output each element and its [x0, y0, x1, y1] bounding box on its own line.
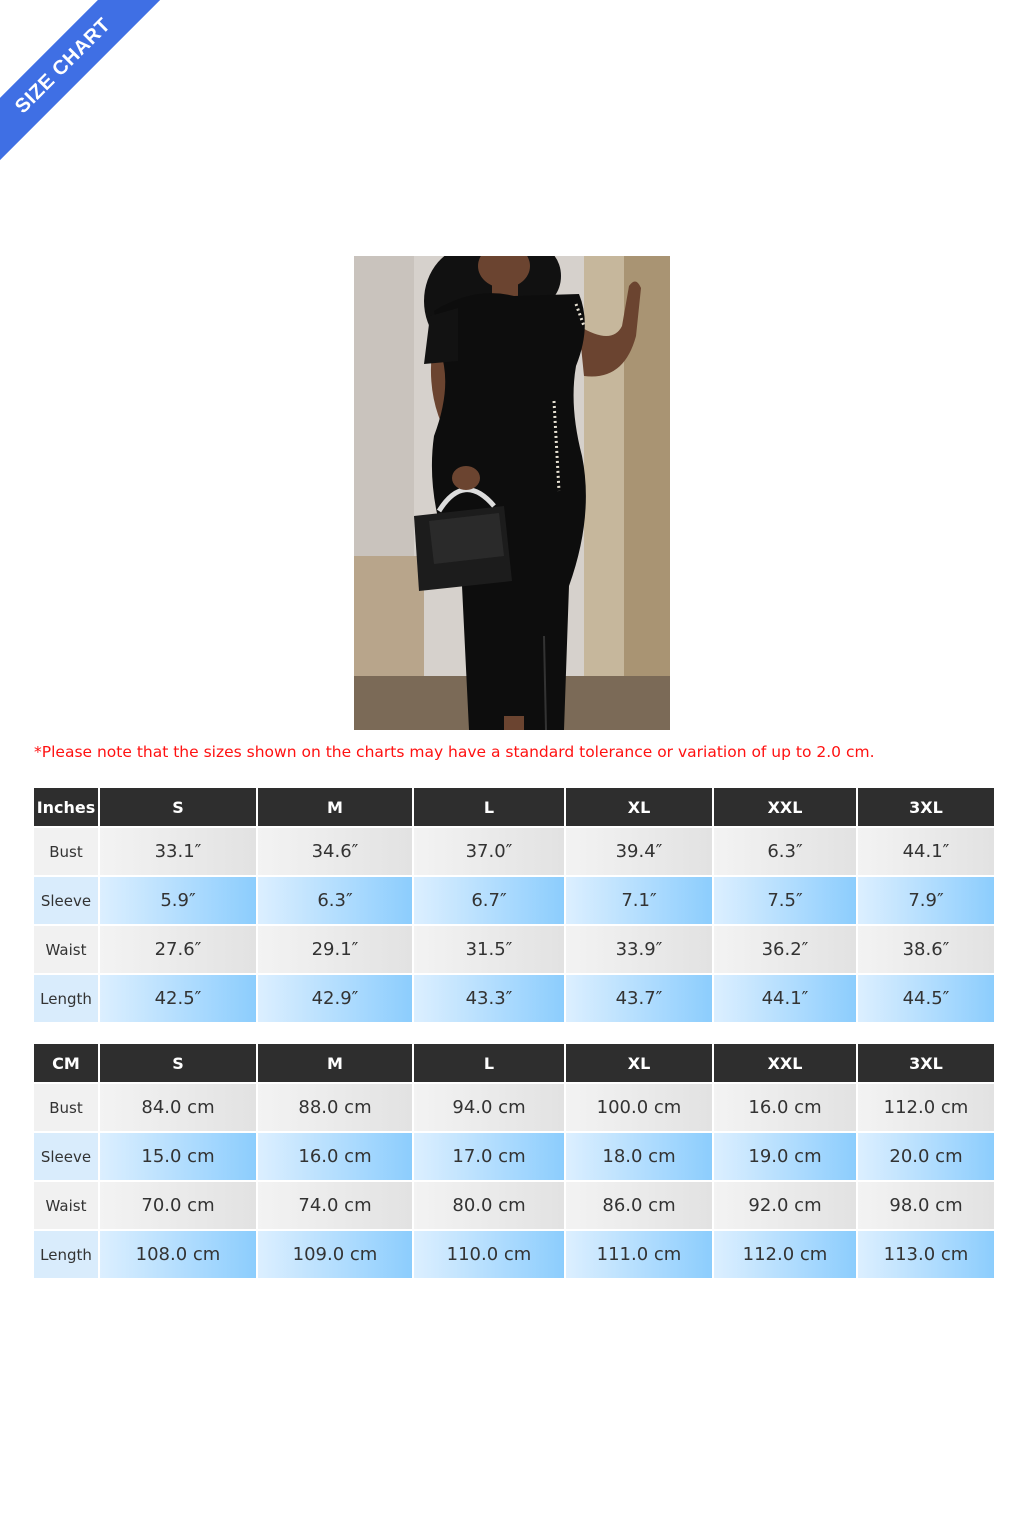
- table-cell: 37.0″: [414, 828, 564, 875]
- cm-size-table: [32, 1042, 996, 1280]
- size-header: XXL: [714, 788, 856, 826]
- size-chart-ribbon: [0, 0, 170, 170]
- table-row: [34, 877, 994, 924]
- table-row: [34, 1231, 994, 1278]
- row-label: Waist: [34, 926, 98, 973]
- table-cell: 33.9″: [566, 926, 712, 973]
- table-cell: 42.9″: [258, 975, 412, 1022]
- table-cell: 19.0 cm: [714, 1133, 856, 1180]
- table-cell: 42.5″: [100, 975, 256, 1022]
- table-cell: 7.9″: [858, 877, 994, 924]
- table-cell: 110.0 cm: [414, 1231, 564, 1278]
- table-row: [34, 1182, 994, 1229]
- table-cell: 43.7″: [566, 975, 712, 1022]
- table-row: [34, 828, 994, 875]
- size-header: L: [414, 1044, 564, 1082]
- table-cell: 44.1″: [714, 975, 856, 1022]
- table-cell: 111.0 cm: [566, 1231, 712, 1278]
- table-cell: 15.0 cm: [100, 1133, 256, 1180]
- row-label: Sleeve: [34, 1133, 98, 1180]
- table-cell: 36.2″: [714, 926, 856, 973]
- table-cell: 100.0 cm: [566, 1084, 712, 1131]
- table-cell: 31.5″: [414, 926, 564, 973]
- table-cell: 92.0 cm: [714, 1182, 856, 1229]
- table-cell: 86.0 cm: [566, 1182, 712, 1229]
- table-cell: 44.1″: [858, 828, 994, 875]
- table-cell: 70.0 cm: [100, 1182, 256, 1229]
- table-cell: 74.0 cm: [258, 1182, 412, 1229]
- table-cell: 27.6″: [100, 926, 256, 973]
- table-cell: 20.0 cm: [858, 1133, 994, 1180]
- table-cell: 39.4″: [566, 828, 712, 875]
- size-header: XL: [566, 1044, 712, 1082]
- table-cell: 94.0 cm: [414, 1084, 564, 1131]
- row-label: Bust: [34, 828, 98, 875]
- table-cell: 43.3″: [414, 975, 564, 1022]
- table-cell: 112.0 cm: [714, 1231, 856, 1278]
- size-header: 3XL: [858, 788, 994, 826]
- ribbon-label: SIZE CHART: [0, 0, 167, 170]
- size-header: 3XL: [858, 1044, 994, 1082]
- table-cell: 18.0 cm: [566, 1133, 712, 1180]
- size-header: XXL: [714, 1044, 856, 1082]
- table-cell: 80.0 cm: [414, 1182, 564, 1229]
- table-cell: 112.0 cm: [858, 1084, 994, 1131]
- table-cell: 84.0 cm: [100, 1084, 256, 1131]
- table-cell: 16.0 cm: [714, 1084, 856, 1131]
- row-label: Sleeve: [34, 877, 98, 924]
- table-cell: 98.0 cm: [858, 1182, 994, 1229]
- size-header: S: [100, 1044, 256, 1082]
- row-label: Waist: [34, 1182, 98, 1229]
- table-cell: 109.0 cm: [258, 1231, 412, 1278]
- table-cell: 29.1″: [258, 926, 412, 973]
- table-cell: 5.9″: [100, 877, 256, 924]
- unit-header: CM: [34, 1044, 98, 1082]
- size-header: L: [414, 788, 564, 826]
- table-cell: 6.3″: [258, 877, 412, 924]
- row-label: Length: [34, 1231, 98, 1278]
- table-cell: 88.0 cm: [258, 1084, 412, 1131]
- table-row: [34, 1133, 994, 1180]
- row-label: Length: [34, 975, 98, 1022]
- table-row: [34, 975, 994, 1022]
- size-header: M: [258, 1044, 412, 1082]
- table-cell: 108.0 cm: [100, 1231, 256, 1278]
- table-cell: 6.7″: [414, 877, 564, 924]
- size-header: M: [258, 788, 412, 826]
- table-cell: 6.3″: [714, 828, 856, 875]
- size-tolerance-note: *Please note that the sizes shown on the charts may have a standard tolerance or variation of up to 2.0 cm.: [34, 743, 875, 761]
- inches-size-table: [32, 786, 996, 1024]
- size-header: S: [100, 788, 256, 826]
- table-header-row: [34, 788, 994, 826]
- table-cell: 44.5″: [858, 975, 994, 1022]
- table-cell: 113.0 cm: [858, 1231, 994, 1278]
- table-cell: 17.0 cm: [414, 1133, 564, 1180]
- size-header: XL: [566, 788, 712, 826]
- table-header-row: [34, 1044, 994, 1082]
- row-label: Bust: [34, 1084, 98, 1131]
- dress-model-photo: [354, 256, 670, 730]
- table-cell: 34.6″: [258, 828, 412, 875]
- table-row: [34, 926, 994, 973]
- table-cell: 7.1″: [566, 877, 712, 924]
- table-cell: 7.5″: [714, 877, 856, 924]
- table-row: [34, 1084, 994, 1131]
- table-cell: 38.6″: [858, 926, 994, 973]
- unit-header: Inches: [34, 788, 98, 826]
- table-cell: 33.1″: [100, 828, 256, 875]
- table-cell: 16.0 cm: [258, 1133, 412, 1180]
